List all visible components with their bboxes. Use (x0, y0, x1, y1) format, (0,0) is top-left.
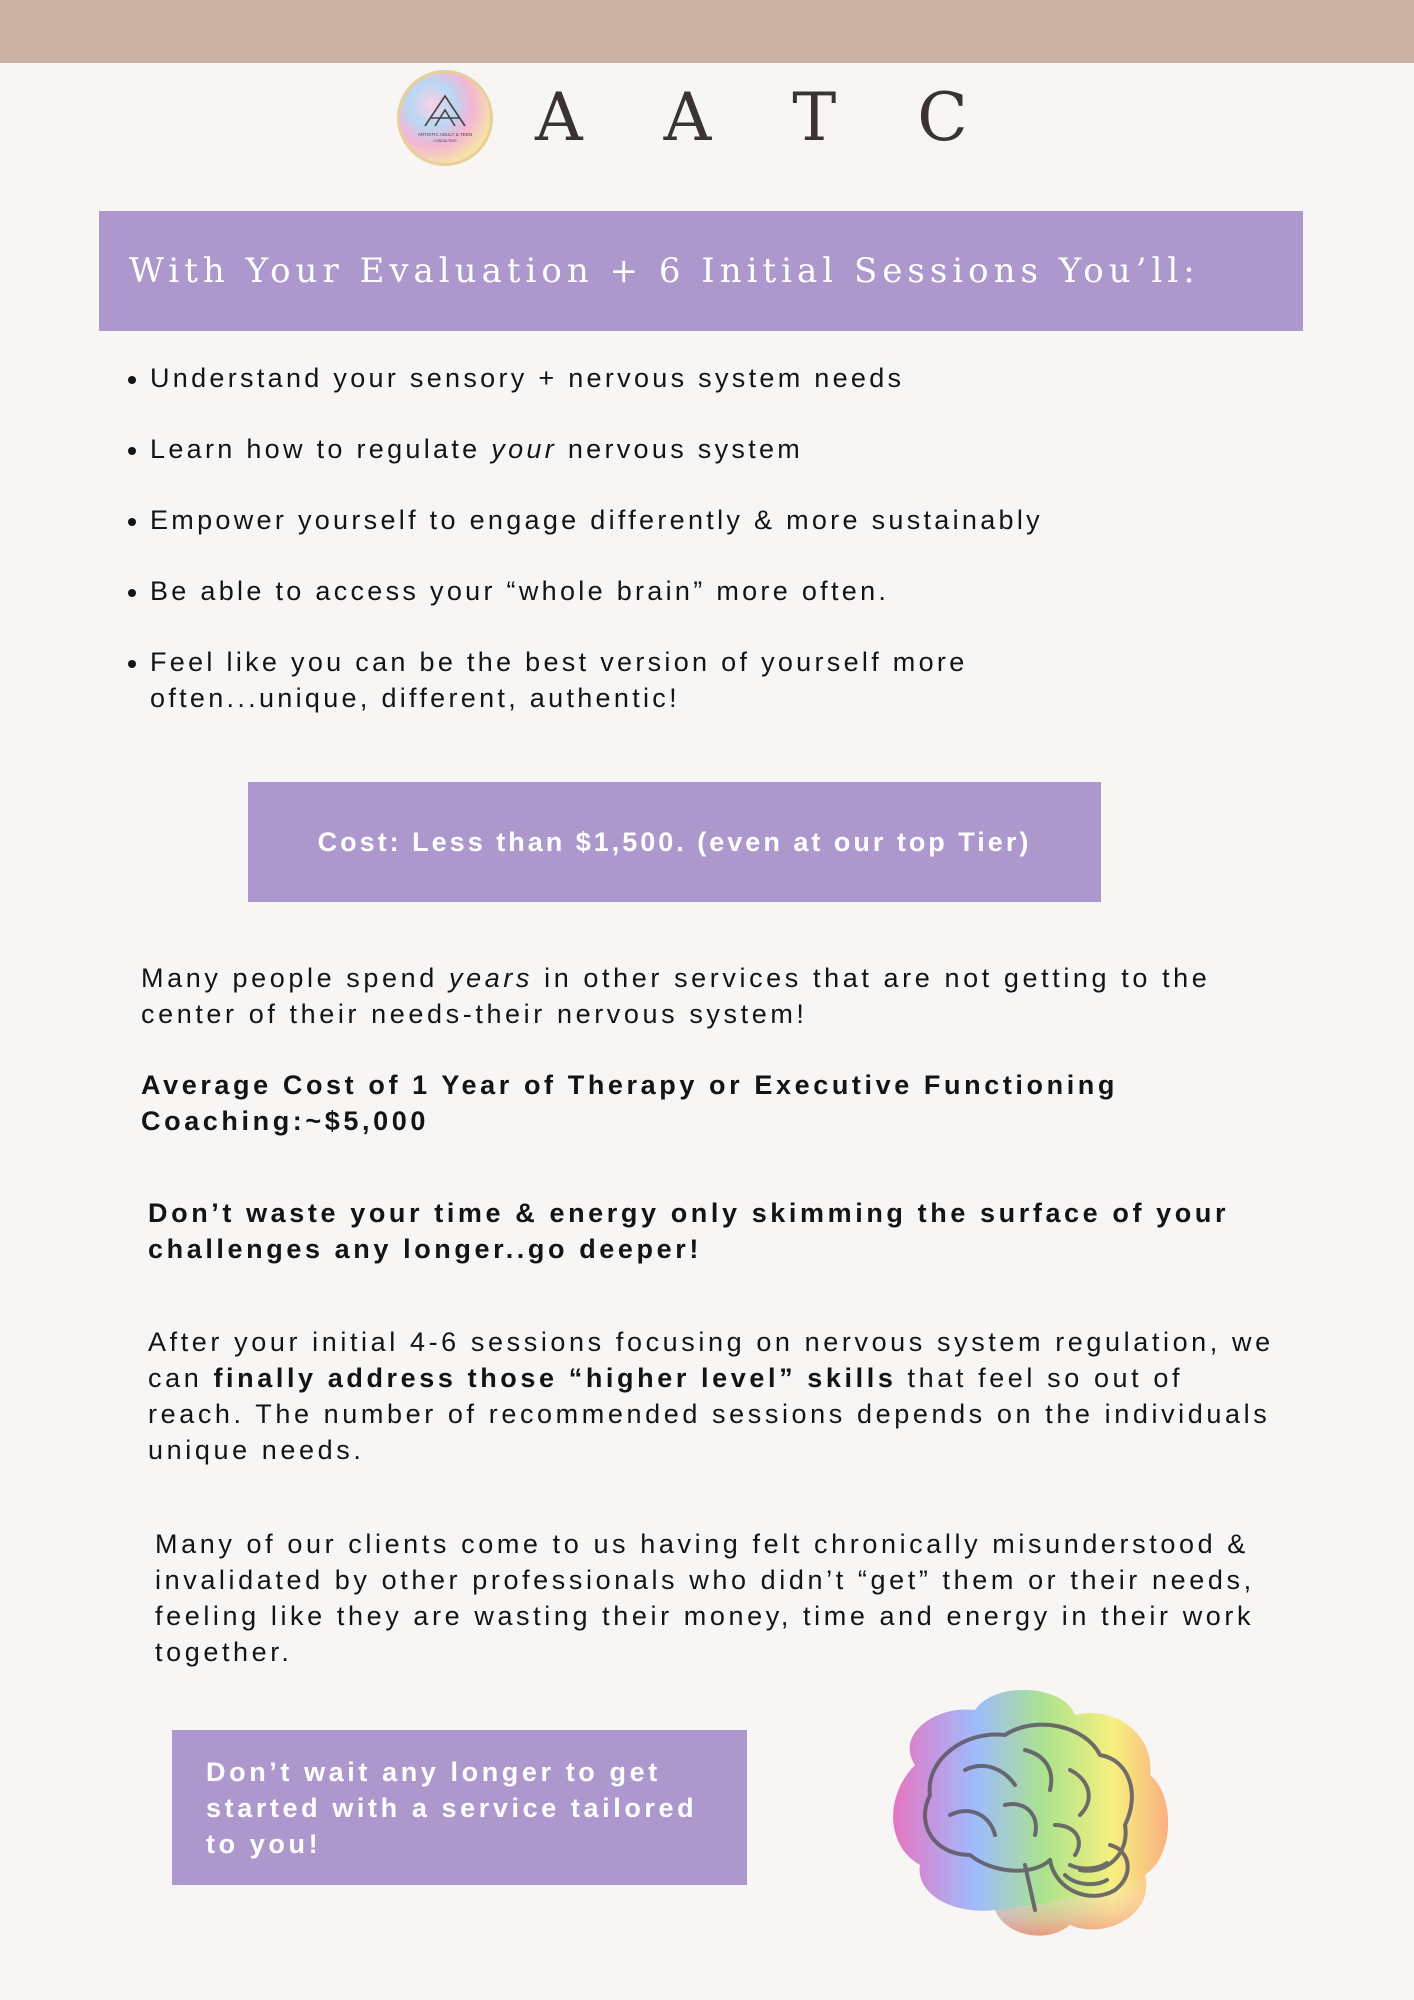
average-cost: Average Cost of 1 Year of Therapy or Executive Functioning Coaching:~$5,000 (141, 1070, 1118, 1136)
services-paragraph: Many people spend years in other services that are not getting to the center of their needs-their nervous system! (141, 963, 1211, 1029)
list-item: Understand your sensory + nervous system needs (150, 360, 1300, 396)
banner-title: With Your Evaluation + 6 Initial Sessions You’ll: (129, 251, 1200, 291)
evaluation-banner (99, 211, 1303, 331)
list-item: Feel like you can be the best version of yourself more often...unique, different, authentic! (150, 644, 1100, 716)
cost-box (248, 782, 1101, 902)
list-item: Be able to access your “whole brain” more often. (150, 573, 1300, 609)
clients-paragraph: Many of our clients come to us having felt chronically misunderstood & invalidated by other professionals who didn’t “get” them or their needs, feeling like they are wasting their money, time and energy in their work together. (155, 1529, 1255, 1667)
svg-text:CONSULTING: CONSULTING (433, 139, 457, 143)
list-item: Learn how to regulate your nervous system (150, 431, 1300, 467)
brand-name: A A T C (535, 79, 998, 156)
cta-label: Don’t wait any longer to get started with a service tailored to you! (206, 1757, 698, 1859)
brain-icon (875, 1675, 1185, 1945)
benefits-list (150, 360, 1300, 751)
cta-box (172, 1730, 747, 1885)
svg-text:ARTISTIC ADULT & TEEN: ARTISTIC ADULT & TEEN (417, 132, 473, 137)
list-item: Empower yourself to engage differently & more sustainably (150, 502, 1300, 538)
after-sessions-paragraph: After your initial 4-6 sessions focusing on nervous system regulation, we can finally address those “higher level” skills that feel so out of reach. The number of recommended sessions depends on the individuals unique needs. (148, 1327, 1274, 1465)
top-band (0, 0, 1414, 63)
dont-waste-statement: Don’t waste your time & energy only skimming the surface of your challenges any longer..go deeper! (148, 1198, 1230, 1264)
cost-label: Cost: Less than $1,500. (even at our top Tier) (317, 826, 1032, 857)
brand-logo (395, 68, 495, 168)
